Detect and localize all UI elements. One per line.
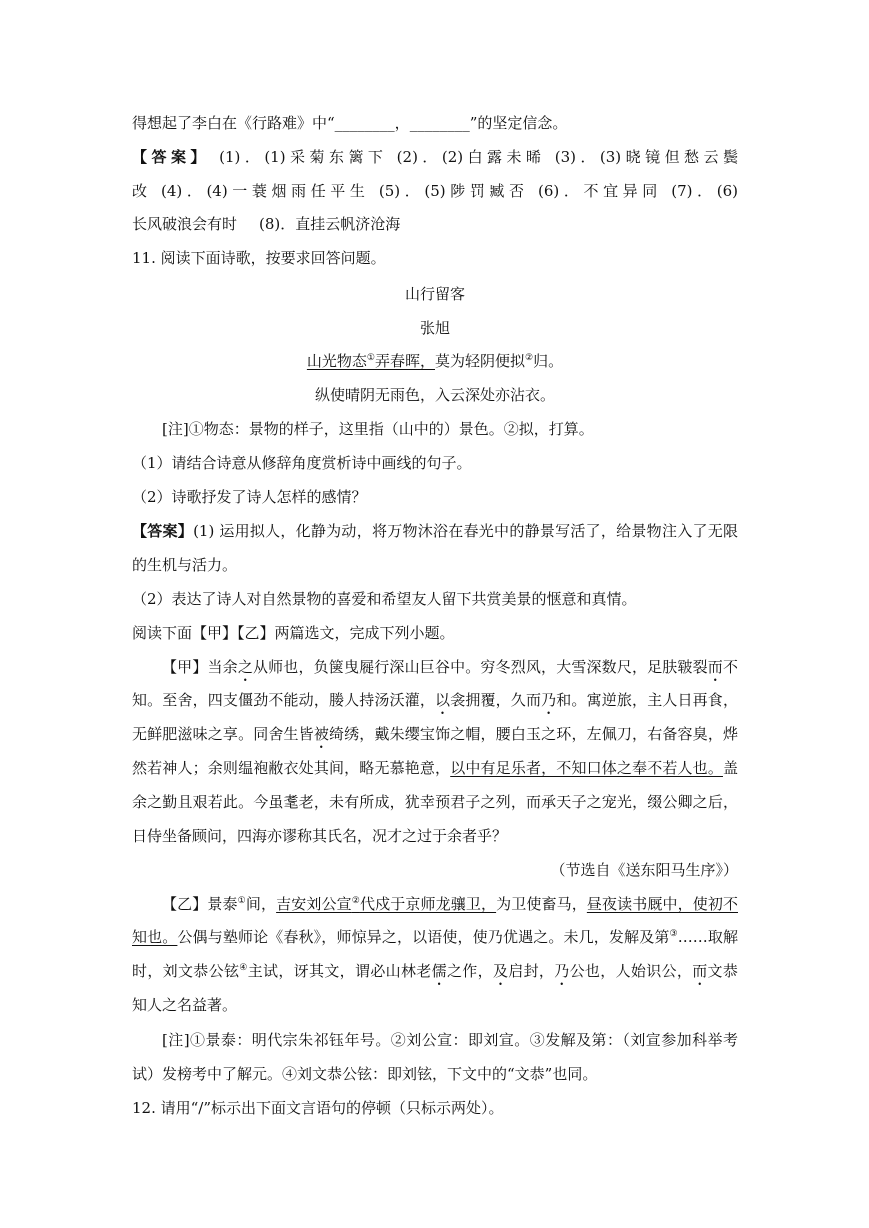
footnote-mark: ③ [669,929,678,939]
answer-label: 【答案】 [132,522,194,540]
dotted-char: 及 [492,962,509,980]
poem-text: 山光物态 [306,352,367,370]
yi-line-1 [162,894,738,914]
yi-line-4: 知人之名益著。 [132,996,238,1014]
passage-text: 绮绣，戴朱缨宝饰之帽，腰白玉之环，左佩刀，右备容臭，烨 [329,725,738,743]
jia-line-6: 日侍坐备顾问，四海亦谬称其氏名，况才之过于余者乎？ [132,827,508,845]
dotted-char: 以 [435,691,451,709]
dotted-char: 被 [313,725,329,743]
answer-item: (7)．(6) [671,182,738,200]
passage-text: 衾拥覆，久而 [450,691,542,709]
answer-item: 改 [132,182,152,200]
jia-line-3 [132,724,738,752]
yi-line-3 [132,961,738,989]
poem-text: 归。 [533,352,564,370]
passage-text: 启封， [508,962,555,980]
yi-note-line-2: 试）发榜考中了解元。④刘文恭公铉：即刘铉，下文中的“文恭”也同。 [132,1065,598,1083]
jia-line-5: 余之勤且艰若此。今虽耄老，未有所成，犹幸预君子之列，而承天子之宠光，缀公卿之后， [132,793,738,811]
jia-line-2 [132,690,738,718]
footnote-mark: ① [366,353,375,363]
answer-item: 长风破浪会有时 [132,215,238,233]
passage-text: 不 [722,658,738,676]
passage-text: 公偶与塾师论《春秋》，师惊异之，以语使，使乃优遇之。未几，发解及第 [177,928,670,946]
answer-item: (8)．直挂云帆济沧海 [259,215,401,233]
answer-item: (5)．(5)陟罚臧否 [378,182,529,200]
passage-text: 【甲】当余 [162,658,238,676]
q12-prompt: 12. 请用“/”标示出下面文言语句的停顿（只标示两处）。 [132,1099,504,1117]
q10-tail-line [132,113,738,133]
passage-text: 主试，讶其文，谓必山林老 [247,962,432,980]
poem-note: [注]①物态：景物的样子，这里指（山中的）景色。②拟，打算。 [162,420,594,438]
passage-text: 然若神人；余则缊袍敝衣处其间，略无慕艳意， [132,759,451,777]
underlined-phrase [307,352,435,370]
answer-item: (6)．不宜异同 [538,182,662,200]
answer-text: (1) 运用拟人，化静为动，将万物沐浴在春光中的静景写活了，给景物注入了无限 [193,522,738,540]
poem-line-1 [132,351,738,371]
q10-answer-line-1 [132,147,738,167]
passage-text: 之作， [446,962,493,980]
answer-item: (3)．(3)晓镜但愁云鬓 [554,148,738,166]
blank-2: ________ [409,114,470,132]
q10-tail-pre: 得想起了李白在《行路难》中“ [132,114,335,132]
footnote-mark: ① [237,896,246,906]
answer-item: (4)．(4)一蓑烟雨任平生 [160,182,370,200]
q10-tail-post: ”的坚定信念。 [469,114,568,132]
q10-answer-line-3 [132,214,738,234]
q10-tail-mid: ， [394,114,410,132]
underlined-sentence [276,895,496,913]
poem-author: 张旭 [419,319,450,337]
footnote-mark: ② [351,896,360,906]
passage-text: ……取解 [677,928,738,946]
passage-text: 间， [245,895,277,913]
poem-line-2: 纵使晴阴无雨色，入云深处亦沾衣。 [314,386,555,404]
passage-text: 无鲜肥滋味之享。同舍生皆 [132,725,314,743]
passage-text: 代戍于京师龙骧卫， [359,895,497,913]
passage-text: 【乙】景泰 [162,895,238,913]
jia-line-4 [132,758,738,778]
poem-title: 山行留客 [404,285,465,303]
passage-text: 时，刘文恭公铉 [132,962,240,980]
q11-answer-line-1 [132,521,738,541]
dotted-char: 而 [707,658,723,676]
underlined-sentence: 知也。 [132,928,178,946]
q11-prompt: 11. 阅读下面诗歌，按要求回答问题。 [132,249,386,267]
underlined-sentence: 昼夜读书厩中，使初不 [586,895,738,913]
passage-text: 文恭 [707,962,738,980]
q11-answer-2: （2）表达了诗人对自然景物的喜爱和希望友人留下共赏美景的惬意和真情。 [132,590,637,608]
jia-source: （节选自《送东阳马生序》） [550,861,738,879]
passage-text: 从师也，负箧曳屣行深山巨谷中。穷冬烈风，大雪深数尺，足肤皲裂 [252,658,708,676]
q11-sub-1: （1）请结合诗意从修辞角度赏析诗中画线的句子。 [132,454,472,472]
passage-text: 和。寓逆旅，主人日再食， [556,691,738,709]
dotted-char: 之 [237,658,253,676]
q11-answer-line-2: 的生机与活力。 [132,556,238,574]
passage-text: 公也，人始识公， [569,962,693,980]
dotted-char: 儒 [431,962,447,980]
answer-item: (2)．(2)白露未晞 [396,148,546,166]
q10-answer-line-2 [132,181,738,201]
blank-1: ________ [334,114,395,132]
passage-text: 吉安刘公宣 [276,895,352,913]
reading-intro: 阅读下面【甲】【乙】两篇选文，完成下列小题。 [132,624,455,642]
q11-sub-2: （2）诗歌抒发了诗人怎样的感情？ [132,488,367,506]
answer-label: 【答案】 [132,148,210,166]
passage-text: 为卫使畜马， [496,895,587,913]
answer-item: (1)．(1)采菊东篱下 [219,148,388,166]
passage-text: 盖 [722,759,738,777]
poem-text: 莫为轻阴便拟 [435,352,526,370]
poem-text: 弄春晖， [374,352,435,370]
dotted-char: 乃 [554,962,570,980]
footnote-mark: ④ [239,963,248,973]
dotted-char: 而 [692,962,708,980]
footnote-mark: ② [525,353,534,363]
jia-line-1 [162,657,738,685]
underlined-sentence: 以中有足乐者，不知口体之奉不若人也。 [450,759,723,777]
dotted-char: 乃 [541,691,557,709]
passage-text: 知。至舍，四支僵劲不能动，媵人持汤沃灌， [132,691,436,709]
yi-note-line-1: [注]①景泰：明代宗朱祁钰年号。②刘公宣：即刘宣。③发解及第：（刘宣参加科举考 [162,1031,738,1049]
yi-line-2 [132,927,738,947]
